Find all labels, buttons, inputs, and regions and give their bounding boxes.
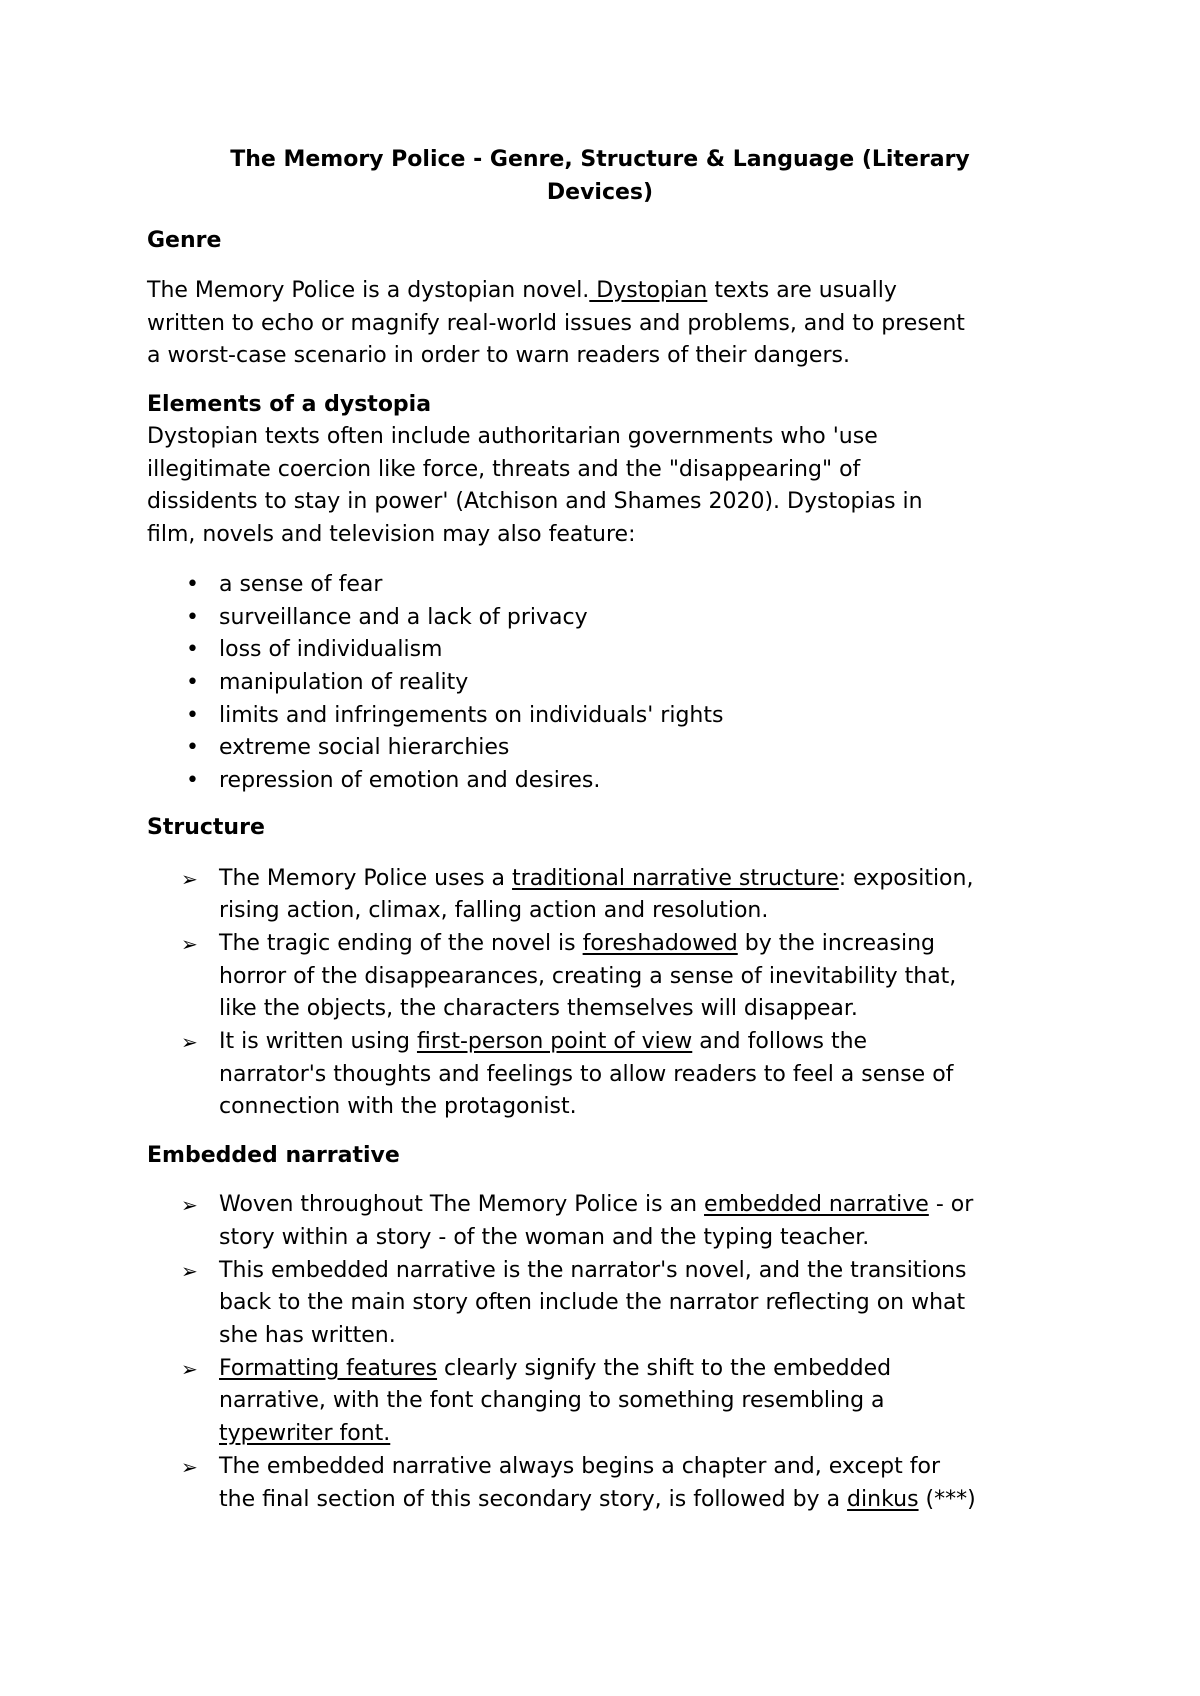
genre-paragraph-line (147, 278, 897, 304)
text: The Memory Police uses a (219, 866, 513, 891)
text: The tragic ending of the novel is (219, 931, 583, 956)
arrow-bullet-icon: ➢ (181, 1030, 198, 1054)
text: clearly signify the shift to the embedded (437, 1356, 892, 1381)
heading-structure: Structure (147, 815, 265, 840)
list-item (219, 866, 973, 892)
bullet-icon: • (186, 703, 199, 728)
text: Woven throughout The Memory Police is an (219, 1192, 705, 1217)
text: It is written using (219, 1029, 417, 1054)
heading-genre: Genre (147, 228, 222, 253)
elements-paragraph-line: Dystopian texts often include authoritarian governments who 'use (147, 424, 878, 449)
underlined-term: foreshadowed (582, 931, 738, 956)
arrow-bullet-icon: ➢ (181, 867, 198, 891)
arrow-bullet-icon: ➢ (181, 1193, 198, 1217)
arrow-bullet-icon: ➢ (181, 1259, 198, 1283)
bullet-icon: • (186, 572, 199, 597)
list-item (219, 1029, 867, 1055)
text: : exposition, (838, 866, 974, 891)
text: (***) (918, 1487, 976, 1512)
list-item-line: back to the main story often include the narrator reflecting on what (219, 1290, 966, 1315)
text: The Memory Police is a dystopian novel. (147, 278, 590, 303)
list-item: a sense of fear (219, 572, 383, 597)
list-item: limits and infringements on individuals' rights (219, 703, 724, 728)
arrow-bullet-icon: ➢ (181, 1357, 198, 1381)
underlined-term: traditional narrative structure (512, 866, 839, 891)
list-item-line: rising action, climax, falling action and resolution. (219, 898, 769, 923)
elements-paragraph-line: illegitimate coercion like force, threats and the "disappearing" of (147, 457, 861, 482)
underlined-term: embedded narrative (704, 1192, 929, 1217)
text: - or (928, 1192, 974, 1217)
bullet-icon: • (186, 735, 199, 760)
list-item: extreme social hierarchies (219, 735, 510, 760)
genre-paragraph-line: a worst-case scenario in order to warn readers of their dangers. (147, 343, 850, 368)
list-item-line: narrative, with the font changing to something resembling a (219, 1388, 885, 1413)
list-item: This embedded narrative is the narrator's novel, and the transitions (219, 1258, 967, 1283)
heading-elements: Elements of a dystopia (147, 392, 432, 417)
list-item: manipulation of reality (219, 670, 469, 695)
text: by the increasing (737, 931, 936, 956)
text: the final section of this secondary story, is followed by a (219, 1487, 848, 1512)
list-item: repression of emotion and desires. (219, 768, 601, 793)
bullet-icon: • (186, 637, 199, 662)
underlined-term: first-person point of view (416, 1029, 693, 1054)
underlined-term: typewriter font. (219, 1421, 391, 1446)
list-item-line: like the objects, the characters themselves will disappear. (219, 996, 858, 1021)
list-item-line (219, 1421, 390, 1447)
bullet-icon: • (186, 670, 199, 695)
bullet-icon: • (186, 605, 199, 630)
genre-paragraph-line: written to echo or magnify real-world issues and problems, and to present (147, 311, 965, 336)
text: and follows the (692, 1029, 868, 1054)
underlined-term: Dystopian (589, 278, 708, 303)
list-item: surveillance and a lack of privacy (219, 605, 588, 630)
bullet-icon: • (186, 768, 199, 793)
document-title: The Memory Police - Genre, Structure & Language (Literary (230, 147, 970, 172)
heading-embedded-narrative: Embedded narrative (147, 1143, 400, 1168)
list-item-line: narrator's thoughts and feelings to allow readers to feel a sense of (219, 1062, 954, 1087)
underlined-term: Formatting features (219, 1356, 438, 1381)
list-item (219, 1356, 891, 1382)
list-item-line: story within a story - of the woman and the typing teacher. (219, 1225, 870, 1250)
underlined-term: dinkus (847, 1487, 919, 1512)
list-item-line: connection with the protagonist. (219, 1094, 577, 1119)
arrow-bullet-icon: ➢ (181, 932, 198, 956)
list-item (219, 931, 935, 957)
elements-paragraph-line: film, novels and television may also feature: (147, 522, 636, 547)
list-item: loss of individualism (219, 637, 443, 662)
text: texts are usually (707, 278, 897, 303)
document-title-line2: Devices) (546, 180, 654, 205)
list-item-line: she has written. (219, 1323, 396, 1348)
list-item: The embedded narrative always begins a chapter and, except for (219, 1454, 940, 1479)
elements-paragraph-line: dissidents to stay in power' (Atchison and Shames 2020). Dystopias in (147, 489, 923, 514)
list-item-line: horror of the disappearances, creating a sense of inevitability that, (219, 964, 957, 989)
list-item (219, 1192, 973, 1218)
arrow-bullet-icon: ➢ (181, 1455, 198, 1479)
list-item-line (219, 1487, 976, 1513)
